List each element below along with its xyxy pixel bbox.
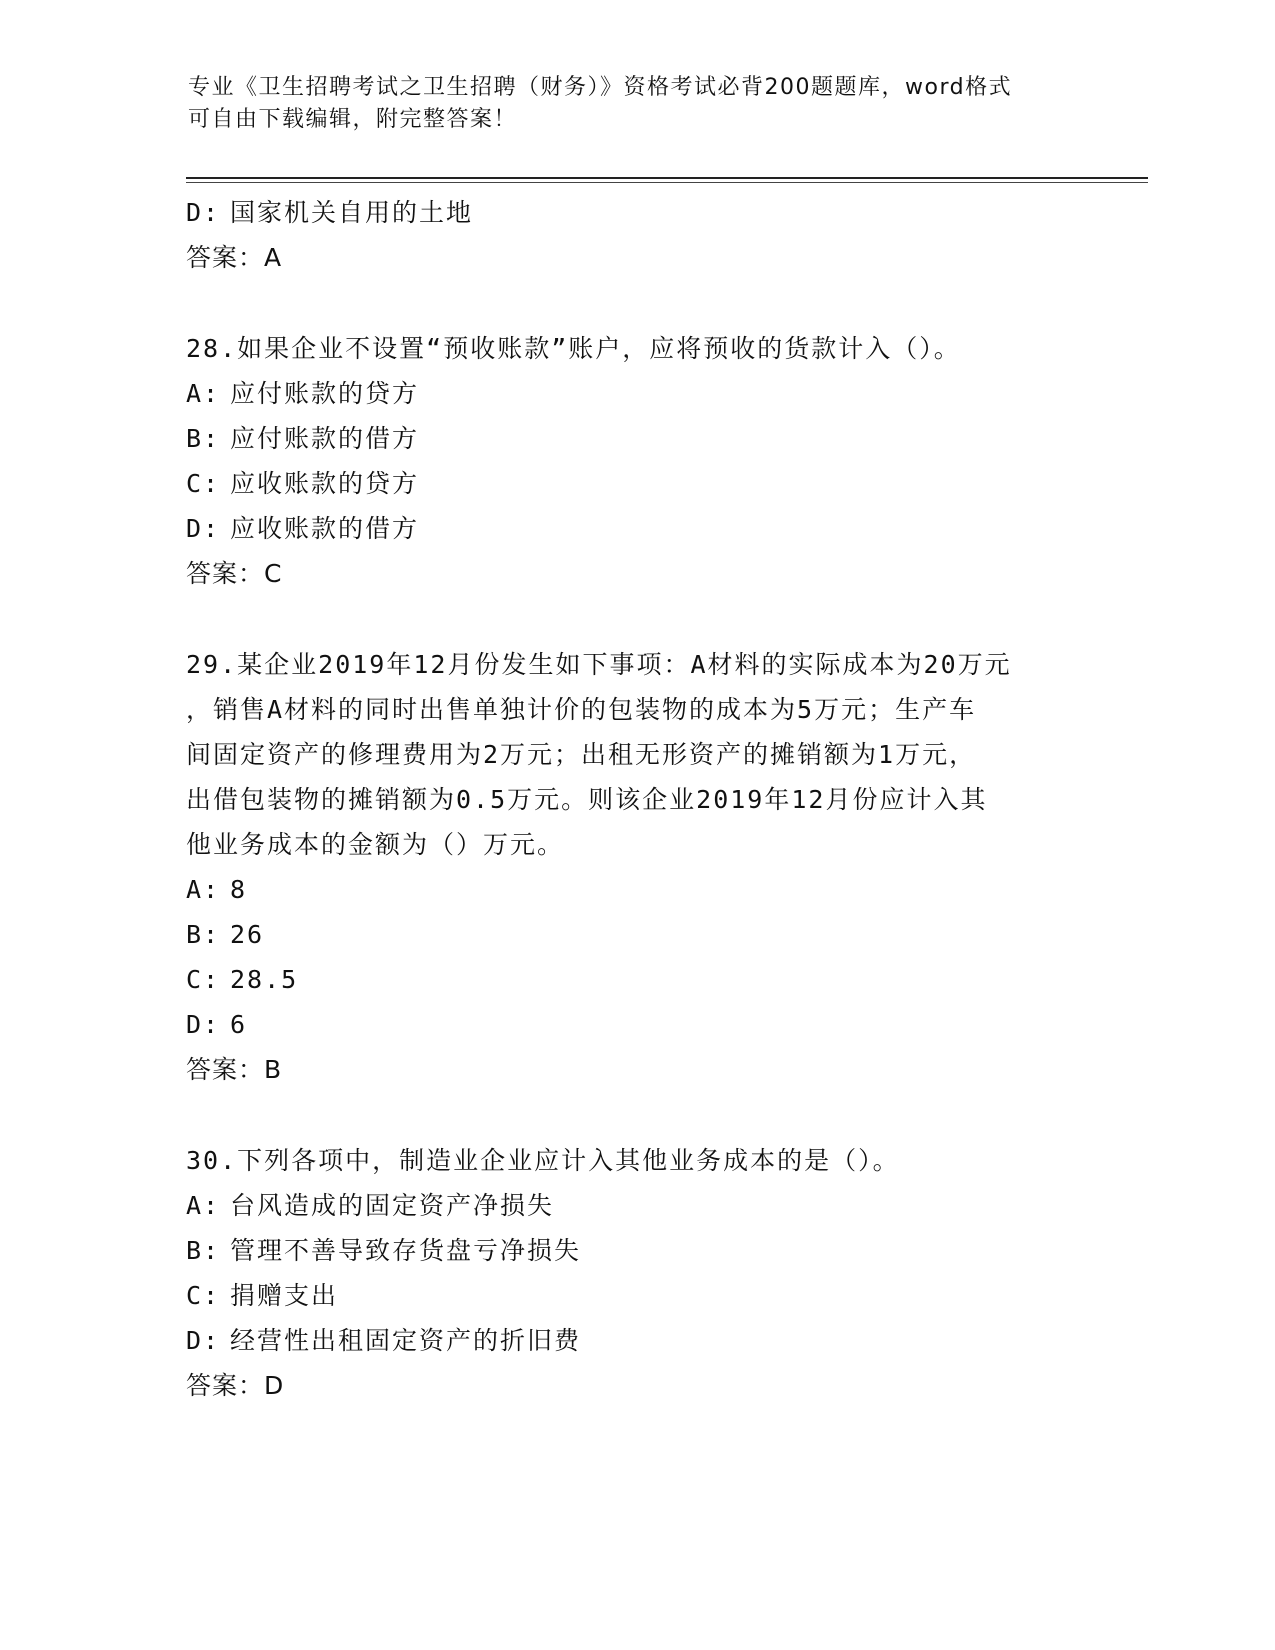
option-text: 应收账款的贷方	[230, 469, 420, 498]
option-c	[186, 1273, 1086, 1318]
answer-line: 答案：A	[186, 243, 283, 272]
option-d	[186, 506, 1086, 551]
previous-question-tail	[186, 190, 1086, 280]
option-text: 管理不善导致存货盘亏净损失	[230, 1236, 582, 1265]
question-28	[186, 326, 1086, 596]
option-d	[186, 1318, 1086, 1363]
question-stem-line: 29.某企业2019年12月份发生如下事项：A材料的实际成本为20万元	[186, 650, 1012, 679]
question-content	[186, 190, 1086, 1408]
option-text: 应付账款的借方	[230, 424, 420, 453]
option-text: 应收账款的借方	[230, 514, 420, 543]
header-line-1: 专业《卫生招聘考试之卫生招聘（财务）》资格考试必背200题题库，word格式	[188, 75, 1013, 100]
option-d	[186, 190, 1086, 235]
option-d	[186, 1002, 1086, 1047]
header-divider-thick	[186, 177, 1148, 179]
header-divider-thin	[186, 182, 1148, 183]
answer-line: 答案：B	[186, 1055, 283, 1084]
option-label: A:	[186, 379, 221, 408]
question-30	[186, 1138, 1086, 1408]
option-text: 捐赠支出	[230, 1281, 339, 1310]
option-text: 国家机关自用的土地	[230, 198, 474, 227]
option-label: D:	[186, 1010, 221, 1039]
option-label: D:	[186, 198, 221, 227]
option-text: 应付账款的贷方	[230, 379, 420, 408]
question-29	[186, 642, 1086, 1092]
header-line-2: 可自由下载编辑，附完整答案！	[188, 107, 518, 132]
option-text: 26	[230, 920, 265, 949]
option-label: C:	[186, 1281, 221, 1310]
option-text: 台风造成的固定资产净损失	[230, 1191, 555, 1220]
option-label: D:	[186, 1326, 221, 1355]
option-label: C:	[186, 469, 221, 498]
question-stem-line: 他业务成本的金额为（）万元。	[186, 830, 565, 859]
option-label: A:	[186, 875, 221, 904]
option-text: 经营性出租固定资产的折旧费	[230, 1326, 582, 1355]
option-label: B:	[186, 920, 221, 949]
option-b	[186, 912, 1086, 957]
answer-line: 答案：C	[186, 559, 283, 588]
option-b	[186, 416, 1086, 461]
option-text: 6	[230, 1010, 248, 1039]
option-label: C:	[186, 965, 221, 994]
option-label: B:	[186, 1236, 221, 1265]
option-label: A:	[186, 1191, 221, 1220]
question-stem-line: 出借包装物的摊销额为0.5万元。则该企业2019年12月份应计入其	[186, 785, 988, 814]
option-c	[186, 461, 1086, 506]
option-a	[186, 867, 1086, 912]
question-stem: 28.如果企业不设置“预收账款”账户，应将预收的货款计入（）。	[186, 334, 961, 363]
option-a	[186, 1183, 1086, 1228]
option-b	[186, 1228, 1086, 1273]
question-stem-line: ，销售A材料的同时出售单独计价的包装物的成本为5万元；生产车	[186, 695, 977, 724]
option-a	[186, 371, 1086, 416]
answer-line: 答案：D	[186, 1371, 285, 1400]
option-label: B:	[186, 424, 221, 453]
option-label: D:	[186, 514, 221, 543]
option-text: 8	[230, 875, 248, 904]
option-text: 28.5	[230, 965, 299, 994]
option-c	[186, 957, 1086, 1002]
question-stem-line: 间固定资产的修理费用为2万元；出租无形资产的摊销额为1万元，	[186, 740, 977, 769]
question-stem: 30.下列各项中，制造业企业应计入其他业务成本的是（）。	[186, 1146, 900, 1175]
document-header	[188, 72, 1068, 136]
